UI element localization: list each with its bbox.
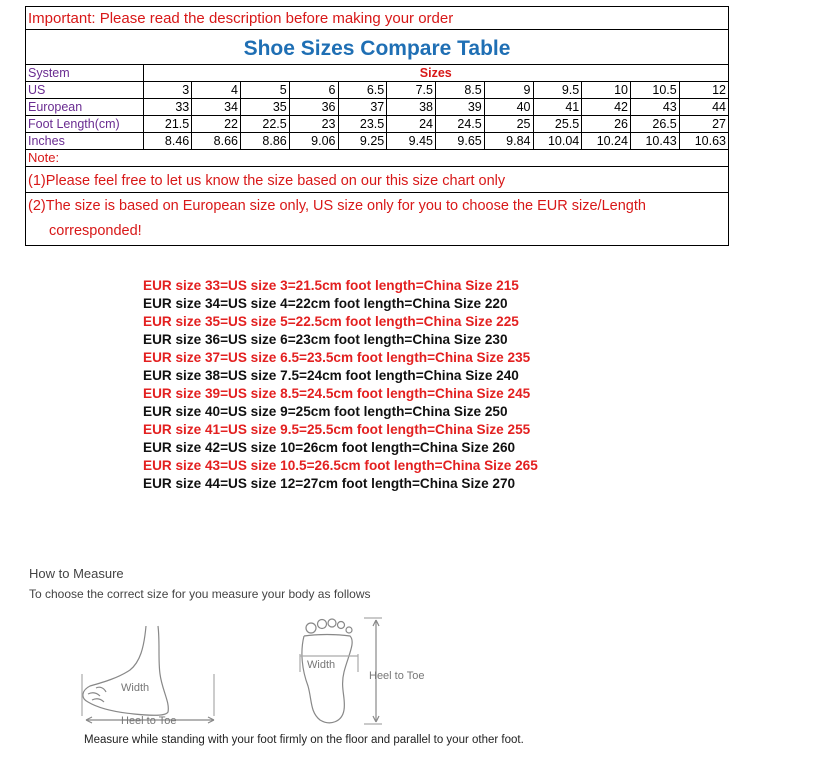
table-cell: 38 bbox=[387, 99, 436, 116]
table-cell: 6.5 bbox=[338, 82, 387, 99]
conversion-line: EUR size 42=US size 10=26cm foot length=China Size 260 bbox=[143, 440, 516, 455]
conversion-line: EUR size 44=US size 12=27cm foot length=China Size 270 bbox=[143, 476, 516, 491]
conversion-line: EUR size 43=US size 10.5=26.5cm foot length=China Size 265 bbox=[143, 458, 538, 473]
sizes-header: Sizes bbox=[143, 65, 728, 82]
table-cell: 24 bbox=[387, 116, 436, 133]
table-cell: 33 bbox=[143, 99, 192, 116]
side-width-label: Width bbox=[121, 682, 150, 694]
table-cell: 22 bbox=[192, 116, 241, 133]
table-cell: 6 bbox=[289, 82, 338, 99]
measure-instruction: Measure while standing with your foot firmly on the floor and parallel to your other foot. bbox=[84, 734, 524, 746]
table-cell: 10.24 bbox=[582, 133, 631, 150]
table-cell: 8.46 bbox=[143, 133, 192, 150]
table-cell: 23.5 bbox=[338, 116, 387, 133]
shoe-size-chart bbox=[25, 6, 729, 246]
table-cell: 25.5 bbox=[533, 116, 582, 133]
table-cell: 9.65 bbox=[436, 133, 485, 150]
table-cell: 21.5 bbox=[143, 116, 192, 133]
chart-title: Shoe Sizes Compare Table bbox=[26, 30, 728, 65]
table-cell: 22.5 bbox=[241, 116, 290, 133]
note-label: Note: bbox=[26, 150, 728, 167]
table-cell: 10.63 bbox=[679, 133, 728, 150]
note-2-line-2: corresponded! bbox=[49, 223, 142, 239]
table-cell: 26 bbox=[582, 116, 631, 133]
table-cell: 43 bbox=[631, 99, 680, 116]
how-to-measure-subtitle: To choose the correct size for you measure your body as follows bbox=[29, 587, 371, 601]
table-cell: 7.5 bbox=[387, 82, 436, 99]
note-1: (1)Please feel free to let us know the size based on our this size chart only bbox=[26, 167, 728, 193]
conversion-line: EUR size 36=US size 6=23cm foot length=China Size 230 bbox=[143, 332, 508, 347]
table-cell: 25 bbox=[484, 116, 533, 133]
conversion-line: EUR size 35=US size 5=22.5cm foot length=China Size 225 bbox=[143, 314, 519, 329]
table-cell: 9.45 bbox=[387, 133, 436, 150]
important-notice: Important: Please read the description before making your order bbox=[26, 7, 728, 30]
conversion-line: EUR size 33=US size 3=21.5cm foot length=China Size 215 bbox=[143, 278, 519, 293]
table-cell: 36 bbox=[289, 99, 338, 116]
table-row bbox=[26, 82, 728, 99]
table-cell: 9.06 bbox=[289, 133, 338, 150]
table-cell: 34 bbox=[192, 99, 241, 116]
table-cell: 4 bbox=[192, 82, 241, 99]
table-cell: 42 bbox=[582, 99, 631, 116]
conversion-line: EUR size 40=US size 9=25cm foot length=China Size 250 bbox=[143, 404, 508, 419]
table-cell: 12 bbox=[679, 82, 728, 99]
table-cell: 44 bbox=[679, 99, 728, 116]
foot-measure-illustration bbox=[74, 612, 474, 728]
top-heel-to-toe-label: Heel to Toe bbox=[369, 670, 425, 682]
table-cell: 10.43 bbox=[631, 133, 680, 150]
row-label: Inches bbox=[26, 133, 143, 150]
size-rows bbox=[26, 82, 728, 150]
table-cell: 26.5 bbox=[631, 116, 680, 133]
note-2 bbox=[26, 193, 728, 245]
table-cell: 9.25 bbox=[338, 133, 387, 150]
table-cell: 37 bbox=[338, 99, 387, 116]
row-label: Foot Length(cm) bbox=[26, 116, 143, 133]
side-heel-to-toe-label: Heel to Toe bbox=[121, 715, 177, 727]
row-label: US bbox=[26, 82, 143, 99]
table-row bbox=[26, 99, 728, 116]
top-width-label: Width bbox=[307, 659, 336, 671]
table-cell: 8.5 bbox=[436, 82, 485, 99]
table-cell: 40 bbox=[484, 99, 533, 116]
table-cell: 10 bbox=[582, 82, 631, 99]
conversion-line: EUR size 39=US size 8.5=24.5cm foot length=China Size 245 bbox=[143, 386, 531, 401]
table-cell: 41 bbox=[533, 99, 582, 116]
table-cell: 3 bbox=[143, 82, 192, 99]
table-cell: 10.04 bbox=[533, 133, 582, 150]
table-cell: 8.66 bbox=[192, 133, 241, 150]
table-header-row bbox=[26, 65, 728, 82]
table-cell: 5 bbox=[241, 82, 290, 99]
table-cell: 10.5 bbox=[631, 82, 680, 99]
row-label: European bbox=[26, 99, 143, 116]
conversion-line: EUR size 41=US size 9.5=25.5cm foot length=China Size 255 bbox=[143, 422, 531, 437]
table-cell: 27 bbox=[679, 116, 728, 133]
note-2-line-1: (2)The size is based on European size only, US size only for you to choose the EUR size/Length bbox=[28, 198, 646, 214]
conversion-line: EUR size 38=US size 7.5=24cm foot length=China Size 240 bbox=[143, 368, 519, 383]
table-cell: 39 bbox=[436, 99, 485, 116]
table-cell: 9.5 bbox=[533, 82, 582, 99]
system-header: System bbox=[26, 65, 143, 82]
how-to-measure-title: How to Measure bbox=[29, 566, 124, 581]
table-row bbox=[26, 116, 728, 133]
size-table bbox=[26, 65, 728, 150]
table-cell: 9.84 bbox=[484, 133, 533, 150]
table-cell: 9 bbox=[484, 82, 533, 99]
table-cell: 35 bbox=[241, 99, 290, 116]
table-cell: 8.86 bbox=[241, 133, 290, 150]
conversion-line: EUR size 34=US size 4=22cm foot length=China Size 220 bbox=[143, 296, 508, 311]
table-cell: 24.5 bbox=[436, 116, 485, 133]
conversion-line: EUR size 37=US size 6.5=23.5cm foot length=China Size 235 bbox=[143, 350, 531, 365]
table-cell: 23 bbox=[289, 116, 338, 133]
size-conversion-list bbox=[143, 277, 538, 493]
table-row bbox=[26, 133, 728, 150]
side-foot-icon bbox=[82, 626, 214, 723]
